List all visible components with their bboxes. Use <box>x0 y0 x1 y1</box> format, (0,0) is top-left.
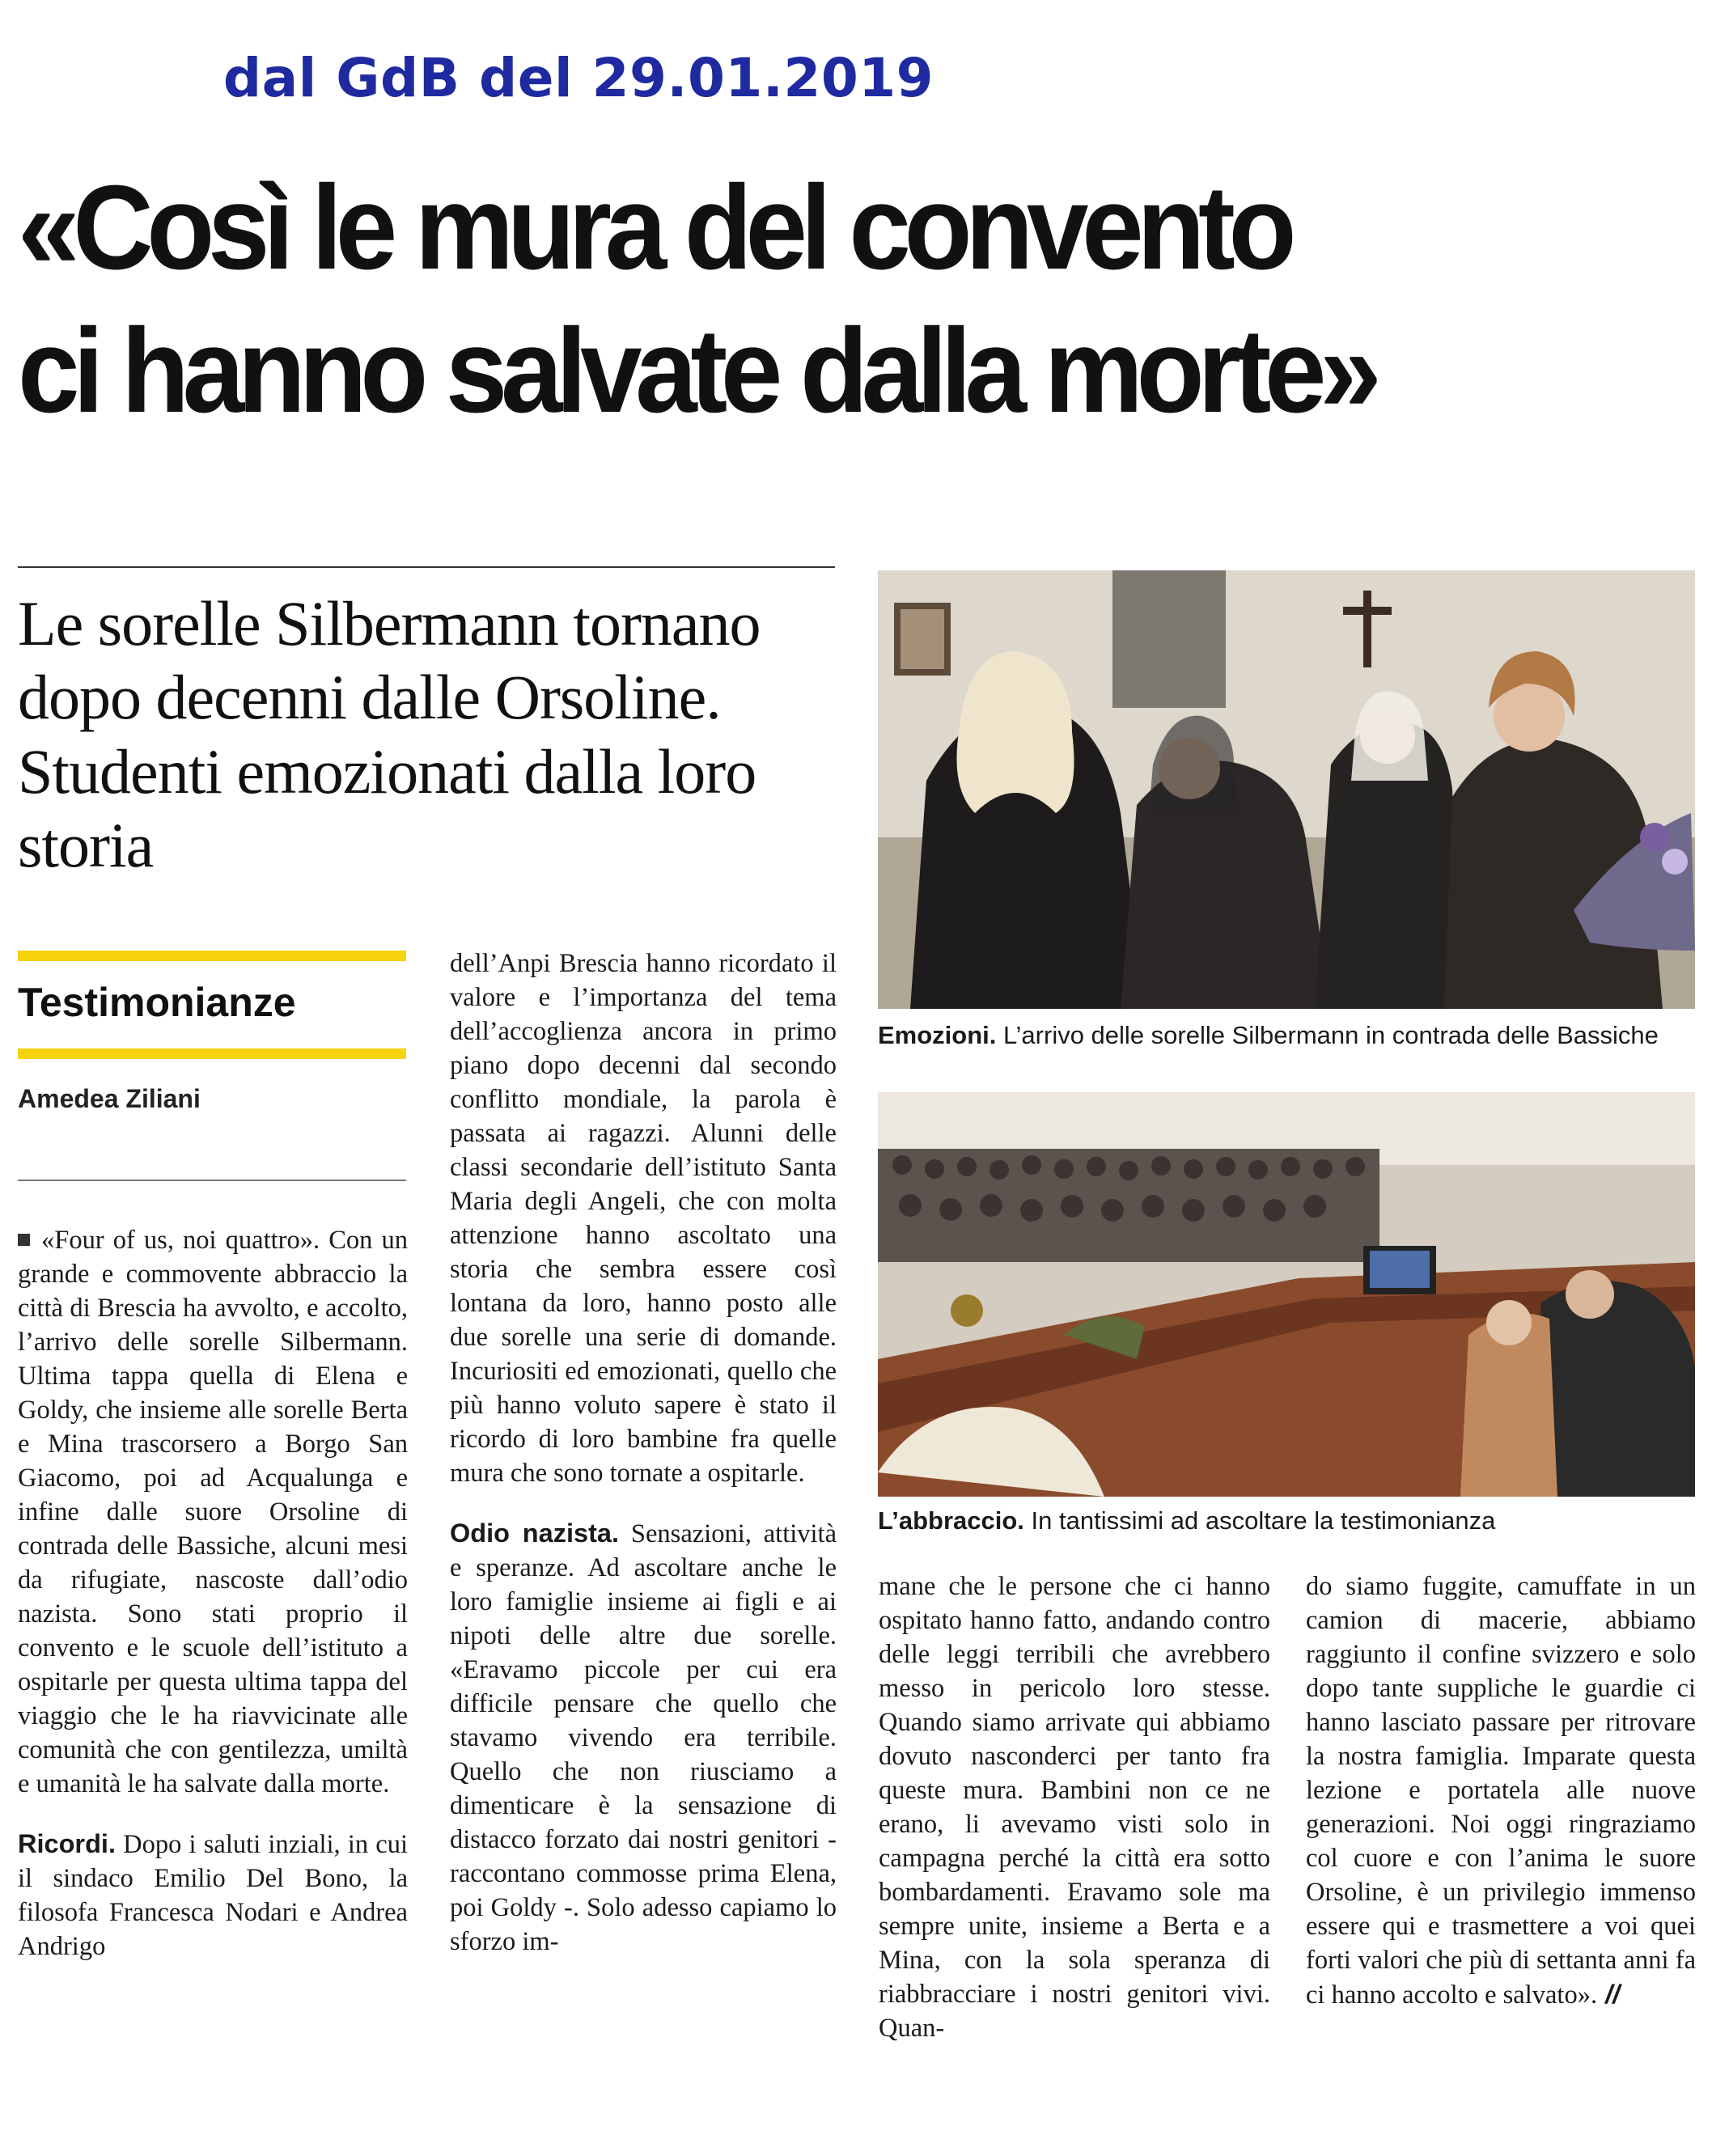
section-rule-top <box>18 951 406 961</box>
caption-1-lead: Emozioni. <box>878 1021 997 1049</box>
column-2-text: dell’Anpi Brescia hanno ricordato il valore e l’importanza del tema dell’accoglienza ancora in primo piano dopo decenni dal secondo conflitto mondiale, la parola è passata ai ragazzi. Alunni delle classi secondarie dell’istituto Santa Maria degli Angeli, che con molta attenzione hanno ascoltato una storia che sembra essere così lontana da loro, hanno posto alle due sorelle una serie di domande. Incuriositi ed emozionati, quello che più hanno voluto sapere è stato il ricordo di loro bambine fra quelle mura che sono tornate a ospitarle. <box>450 949 837 1488</box>
headline-line-2: ci hanno salvate dalla morte» <box>18 304 1375 438</box>
column-4-paragraph <box>1306 1569 1696 2012</box>
odio-text: Sensazioni, attività e speranze. Ad ascoltare anche le loro famiglie insieme ai figli e ai nipoti delle altre due sorelle. «Eravamo piccole per cui era difficile pensare che quello che stavamo vivendo era terribile. Quello che non riusciamo a dimenticare è la sensazione di distacco forzato dai nostri genitori - raccontano commosse prima Elena, poi Goldy -. Solo adesso capiamo lo sforzo im- <box>450 1519 837 1956</box>
caption-2-lead: L’abbraccio. <box>878 1506 1024 1535</box>
photo-caption-2 <box>878 1506 1495 1535</box>
article-column-1 <box>18 1223 408 1963</box>
odio-lead: Odio nazista. <box>450 1519 620 1548</box>
photo-caption-1 <box>878 1021 1659 1050</box>
column-4-text: do siamo fuggite, camuffate in un camion di macerie, abbiamo raggiunto il confine svizzero e solo dopo tante suppliche le guardie ci hanno lasciato passare per ritrovare la nostra famiglia. Imparate questa lezione e portatela alle nuove generazioni. Noi oggi ringraziamo col cuore e con l’anima le suore Orsoline, è un privilegio immenso essere qui e trasmettere a voi quei forti valori che più di settanta anni fa ci hanno accolto e salvato». <box>1306 1572 1696 2010</box>
source-line: dal GdB del 29.01.2019 <box>222 47 934 109</box>
byline: Amedea Ziliani <box>18 1084 201 1113</box>
ricordi-paragraph <box>18 1827 408 1963</box>
photo-sisters-arrival <box>878 570 1695 1009</box>
headline-line-1: «Così le mura del convento <box>18 161 1290 294</box>
intro-text: «Four of us, noi quattro». Con un grande e commovente abbraccio la città di Brescia ha avvolto, e accolto, l’arrivo delle sorelle Silbermann. Ultima tappa quella di Elena e Goldy, che insieme alle sorelle Berta e Mina trascorsero a Borgo San Giacomo, poi ad Acqualunga e infine dalle suore Orsoline di contrada delle Bassiche, alcuni mesi da rifugiate, nascoste dall’odio nazista. Sono stati proprio il convento e le scuole dell’istituto a ospitarle per questa ultima tappa del viaggio che le ha riavvicinate alle comunità che con gentilezza, umiltà e umanità le ha salvate dalla morte. <box>18 1226 408 1798</box>
article-column-4 <box>1306 1569 1696 2012</box>
photo-audience <box>878 1092 1695 1497</box>
section-label: Testimonianze <box>18 980 296 1025</box>
caption-1-text: L’arrivo delle sorelle Silbermann in contrada delle Bassiche <box>1003 1021 1659 1049</box>
article-column-3 <box>879 1569 1270 2045</box>
article-column-2 <box>450 947 837 1959</box>
odio-paragraph <box>450 1516 837 1959</box>
section-rule-bottom <box>18 1048 406 1059</box>
photo-audience-image <box>878 1092 1695 1497</box>
caption-2-text: In tantissimi ad ascoltare la testimonianza <box>1031 1506 1496 1535</box>
ricordi-lead: Ricordi. <box>18 1829 116 1858</box>
photo-sisters-arrival-image <box>878 570 1695 1009</box>
end-mark: // <box>1605 1980 1621 2009</box>
subtitle-rule <box>18 566 835 568</box>
byline-rule <box>18 1180 406 1181</box>
subtitle: Le sorelle Silbermann tornano dopo decenni dalle Orsoline. Studenti emozionati dalla loro storia <box>18 588 761 880</box>
bullet-square-icon <box>18 1234 30 1246</box>
column-3-text: mane che le persone che ci hanno ospitato hanno fatto, andando contro delle leggi terribili che avrebbero messo in pericolo loro stesse. Quando siamo arrivate qui abbiamo dovuto nasconderci per tanto fra queste mura. Bambini non ce ne erano, li avevamo visti solo in campagna perché la città era sotto bombardamenti. Eravamo sole ma sempre unite, insieme a Berta e a Mina, con la sola speranza di riabbracciare i nostri genitori vivi. Quan- <box>879 1572 1270 2043</box>
ricordi-text: Dopo i saluti inziali, in cui il sindaco Emilio Del Bono, la filosofa Francesca Nodari e Andrea Andrigo <box>18 1830 408 1961</box>
intro-paragraph <box>18 1223 408 1801</box>
